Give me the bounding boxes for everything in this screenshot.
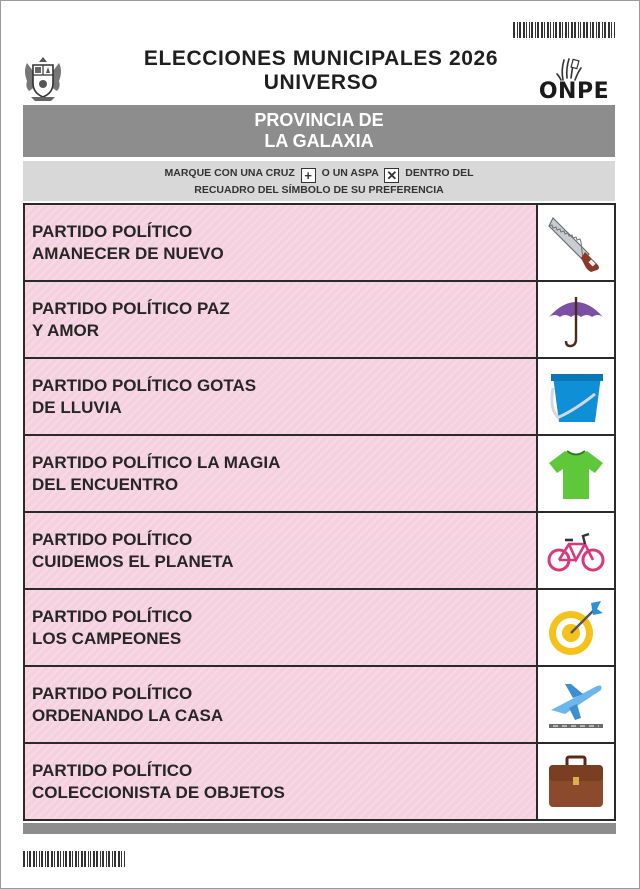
barcode-bar <box>33 851 35 867</box>
party-name: PARTIDO POLÍTICO LA MAGIA DEL ENCUENTRO <box>32 452 281 494</box>
barcode-bar <box>531 22 533 38</box>
party-symbol-box[interactable] <box>538 667 614 742</box>
barcode-bar <box>51 851 53 867</box>
party-name-cell <box>25 436 538 511</box>
aspa-mark-icon: ✕ <box>384 168 399 183</box>
barcode-bar <box>578 22 579 38</box>
barcode-bar <box>608 22 610 38</box>
barcode-bar <box>45 851 46 867</box>
barcode-bar <box>565 22 567 38</box>
barcode-bar <box>555 22 557 38</box>
barcode-bar <box>93 851 95 867</box>
party-name: PARTIDO POLÍTICO AMANECER DE NUEVO <box>32 221 224 263</box>
party-name-cell <box>25 359 538 434</box>
barcode-bar <box>84 851 86 867</box>
barcode-bar <box>41 851 43 867</box>
party-row <box>25 513 614 590</box>
airplane-icon <box>545 674 607 736</box>
bucket-icon <box>545 366 607 428</box>
party-row <box>25 359 614 436</box>
barcode-bar <box>118 851 120 867</box>
province-line-1: PROVINCIA DE <box>254 110 384 130</box>
party-name-cell <box>25 282 538 357</box>
barcode-bar <box>124 851 125 867</box>
barcode-bar <box>102 851 104 867</box>
party-name-cell <box>25 590 538 665</box>
umbrella-icon <box>545 289 607 351</box>
barcode-bar <box>27 851 28 867</box>
cross-mark-icon: + <box>301 168 316 183</box>
ballot-title <box>101 47 541 95</box>
barcode-bar <box>100 851 101 867</box>
barcode-bar <box>559 22 561 38</box>
barcode-bar <box>562 22 563 38</box>
barcode-top <box>513 22 616 38</box>
barcode-bar <box>114 851 116 867</box>
barcode-bar <box>23 851 25 867</box>
party-name-cell <box>25 205 538 280</box>
barcode-bar <box>54 851 55 867</box>
barcode-bar <box>541 22 543 38</box>
instructions-line-2: RECUADRO DEL SÍMBOLO DE SU PREFERENCIA <box>194 184 444 196</box>
national-emblem-icon <box>21 53 65 103</box>
party-symbol-box[interactable] <box>538 590 614 665</box>
party-name: PARTIDO POLÍTICO GOTAS DE LLUVIA <box>32 375 257 417</box>
barcode-bar <box>108 851 110 867</box>
party-row <box>25 282 614 359</box>
barcode-bar <box>596 22 597 38</box>
barcode-bar <box>81 851 83 867</box>
saw-icon <box>545 212 607 274</box>
barcode-bar <box>57 851 59 867</box>
onpe-logo <box>533 56 615 104</box>
barcode-bar <box>614 22 615 38</box>
party-symbol-box[interactable] <box>538 282 614 357</box>
barcode-bar <box>523 22 525 38</box>
province-banner <box>23 105 615 157</box>
barcode-bar <box>78 851 79 867</box>
barcode-bar <box>574 22 576 38</box>
barcode-bar <box>63 851 64 867</box>
briefcase-icon <box>545 751 607 813</box>
barcode-bar <box>604 22 606 38</box>
barcode-bar <box>535 22 536 38</box>
barcode-bar <box>96 851 98 867</box>
barcode-bar <box>112 851 113 867</box>
instructions-part-2: O UN ASPA <box>321 167 379 179</box>
title-line-2: UNIVERSO <box>263 71 379 94</box>
party-row <box>25 667 614 744</box>
party-name: PARTIDO POLÍTICO ORDENANDO LA CASA <box>32 683 224 725</box>
party-symbol-box[interactable] <box>538 436 614 511</box>
party-name-cell <box>25 513 538 588</box>
barcode-bar <box>72 851 73 867</box>
barcode-bar <box>586 22 588 38</box>
barcode-bar <box>60 851 61 867</box>
logo-text: ONPE <box>538 79 610 104</box>
party-symbol-box[interactable] <box>538 205 614 280</box>
party-row <box>25 205 614 282</box>
barcode-bar <box>553 22 554 38</box>
party-name-cell <box>25 667 538 742</box>
voting-instructions <box>23 161 615 201</box>
party-row <box>25 744 614 821</box>
barcode-bar <box>571 22 573 38</box>
barcode-bar <box>39 851 40 867</box>
barcode-bar <box>526 22 527 38</box>
barcode-bottom <box>23 851 126 867</box>
barcode-bar <box>550 22 551 38</box>
barcode-bar <box>106 851 107 867</box>
barcode-bar <box>590 22 591 38</box>
party-row <box>25 590 614 667</box>
barcode-bar <box>537 22 539 38</box>
bicycle-icon <box>545 520 607 582</box>
barcode-bar <box>598 22 600 38</box>
barcode-bar <box>75 851 77 867</box>
party-symbol-box[interactable] <box>538 513 614 588</box>
party-name-cell <box>25 744 538 819</box>
barcode-bar <box>517 22 518 38</box>
party-name: PARTIDO POLÍTICO PAZ Y AMOR <box>32 298 230 340</box>
footer-bar <box>23 823 616 834</box>
party-name: PARTIDO POLÍTICO LOS CAMPEONES <box>32 606 193 648</box>
barcode-bar <box>547 22 549 38</box>
dart-target-icon <box>545 597 607 659</box>
barcode-bar <box>121 851 122 867</box>
barcode-bar <box>90 851 91 867</box>
barcode-bar <box>544 22 545 38</box>
instructions-part-1: MARQUE CON UNA CRUZ <box>164 167 295 179</box>
party-row <box>25 436 614 513</box>
barcode-bar <box>580 22 581 38</box>
title-line-1: ELECCIONES MUNICIPALES 2026 <box>143 47 499 70</box>
party-symbol-box[interactable] <box>538 359 614 434</box>
barcode-bar <box>519 22 521 38</box>
barcode-bar <box>529 22 530 38</box>
barcode-bar <box>592 22 594 38</box>
barcode-bar <box>583 22 585 38</box>
barcode-bar <box>29 851 31 867</box>
instructions-line-1 <box>23 166 615 183</box>
barcode-bar <box>602 22 603 38</box>
party-name: PARTIDO POLÍTICO CUIDEMOS EL PLANETA <box>32 529 234 571</box>
barcode-bar <box>65 851 67 867</box>
barcode-bar <box>47 851 49 867</box>
province-line-2: LA GALAXIA <box>264 131 374 151</box>
barcode-bar <box>513 22 515 38</box>
barcode-bar <box>88 851 89 867</box>
party-symbol-box[interactable] <box>538 744 614 819</box>
barcode-bar <box>611 22 612 38</box>
instructions-part-3: DENTRO DEL <box>405 167 474 179</box>
barcode-bar <box>36 851 37 867</box>
barcode-bar <box>69 851 71 867</box>
party-name: PARTIDO POLÍTICO COLECCIONISTA DE OBJETOS <box>32 760 285 802</box>
ballot-table <box>23 203 616 821</box>
tshirt-icon <box>545 443 607 505</box>
barcode-bar <box>568 22 569 38</box>
